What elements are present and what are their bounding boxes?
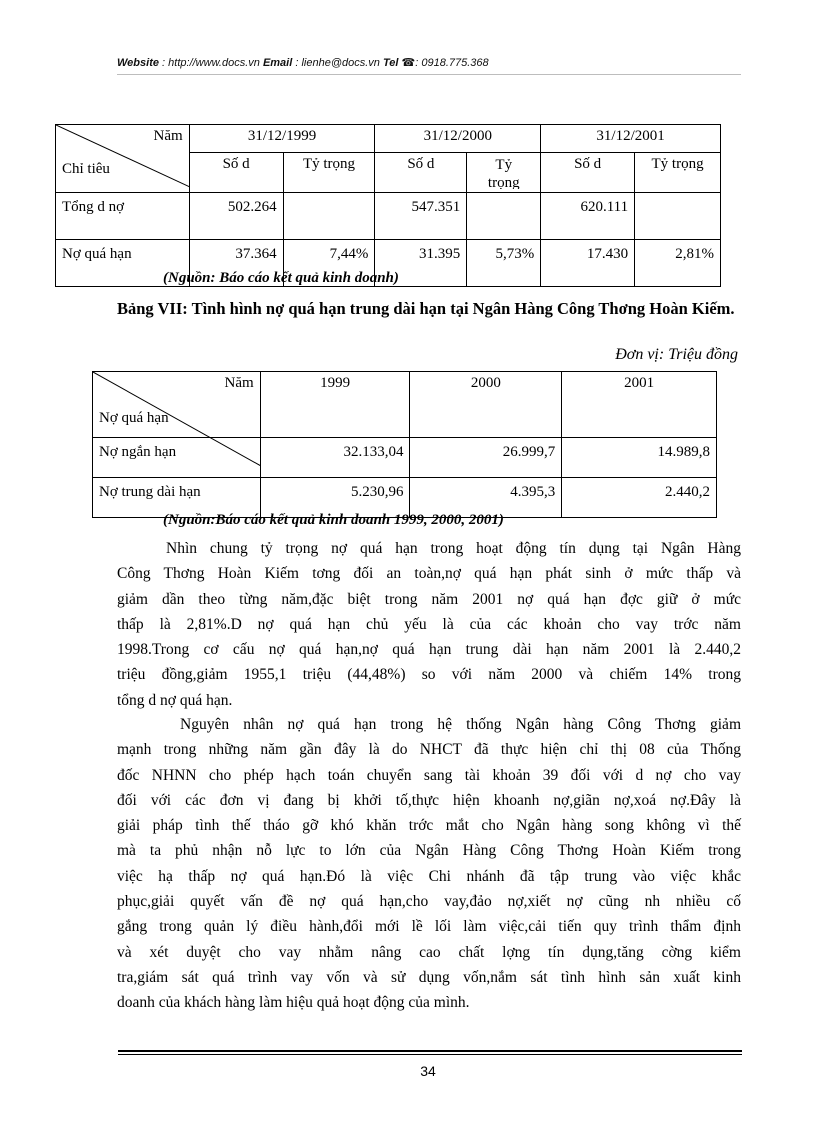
paragraph-1 bbox=[117, 536, 741, 713]
tel-value: : 0918.775.368 bbox=[415, 57, 489, 69]
website-label: Website bbox=[117, 57, 159, 69]
table-cell: 2,81% bbox=[635, 240, 721, 287]
table-cell: 37.364 bbox=[189, 240, 283, 287]
table1-subheader: Số d bbox=[189, 153, 283, 193]
table-cell: 502.264 bbox=[189, 193, 283, 240]
source-note-2: (Nguồn:Báo cáo kết quả kinh doanh 1999, 2000, 2001) bbox=[163, 512, 504, 528]
overdue-debt-table bbox=[55, 124, 721, 287]
page-header bbox=[117, 56, 741, 69]
table-cell: 7,44% bbox=[283, 240, 375, 287]
table-cell: 31.395 bbox=[375, 240, 467, 287]
paragraph-2 bbox=[117, 712, 741, 1016]
row-label: Tổng d nợ bbox=[56, 193, 190, 240]
table-caption: Bảng VII: Tình hình nợ quá hạn trung dài hạn tại Ngân Hàng Công Thơng Hoàn Kiếm. bbox=[117, 299, 735, 318]
paragraph-line: và xét duyệt cho vay nhằm nâng cao chất lợng tín dụng,tăng cờng kiểm bbox=[117, 943, 741, 961]
paragraph-line: tra,giám sát quá trình vay vốn và sử dụng vốn,nắm sát tình hình sản xuất kinh bbox=[117, 968, 741, 986]
row-label: Nợ trung dài hạn bbox=[93, 478, 261, 518]
table1-subheader: Số d bbox=[375, 153, 467, 193]
row-label: Nợ ngắn hạn bbox=[93, 438, 261, 478]
paragraph-line: phục,giải quyết vấn đề nợ quá hạn,cho vay,đảo nợ,xiết nợ cũng nh nhiều cố bbox=[117, 893, 741, 911]
table-row bbox=[56, 193, 721, 240]
table1-year-header: 31/12/1999 bbox=[189, 125, 375, 153]
table2-corner-bottom: Nợ quá hạn bbox=[99, 410, 169, 426]
paragraph-line: thấp là 2,81%.D nợ quá hạn chủ yếu là của các khoản cho vay trớc năm bbox=[117, 615, 741, 633]
paragraph-line: doanh của khách hàng làm hiệu quả hoạt động của mình. bbox=[117, 994, 470, 1012]
email-label: Email bbox=[262, 57, 293, 69]
table-cell: 26.999,7 bbox=[410, 438, 562, 478]
header-rule bbox=[117, 74, 741, 75]
table2-year-header: 1999 bbox=[260, 372, 410, 438]
table2-corner-top: Năm bbox=[224, 375, 254, 391]
paragraph-line: 1998.Trong cơ cấu nợ quá hạn,nợ quá hạn trung dài hạn năm 2001 là 2.440,2 bbox=[117, 641, 741, 659]
paragraph-line: mạnh trong những năm gần đây là do NHCT đã thực hiện chỉ thị 08 của Thống bbox=[117, 741, 741, 759]
paragraph-line: gắng trong quản lý điều hành,đổi mới lề lối làm việc,cải tiến quy trình thẩm định bbox=[117, 918, 741, 936]
table1-subheader bbox=[467, 153, 541, 193]
paragraph-line: việc hạ thấp nợ quá hạn.Đó là việc Chi nhánh đã tập trung vào việc khắc bbox=[117, 867, 741, 885]
table-cell: 620.111 bbox=[541, 193, 635, 240]
table1-subheader: Tỷ trọng bbox=[283, 153, 375, 193]
table1-year-header: 31/12/2001 bbox=[541, 125, 721, 153]
row-label: Nợ quá hạn bbox=[56, 240, 190, 287]
table1-subheader: Số d bbox=[541, 153, 635, 193]
unit-note: Đơn vị: Triệu đồng bbox=[615, 346, 738, 363]
footer-rule bbox=[118, 1054, 742, 1055]
tel-label: Tel bbox=[382, 57, 399, 69]
table-cell bbox=[283, 193, 375, 240]
paragraph-line: giải pháp tình thế tháo gỡ khó khăn trớc mắt cho Ngân hàng song không vì thế bbox=[117, 817, 741, 835]
paragraph-line: triệu đồng,giảm 1955,1 triệu (44,48%) so với năm 2000 và chiếm 14% trong bbox=[117, 666, 741, 684]
table2-year-header: 2001 bbox=[562, 372, 717, 438]
paragraph-line: Nhìn chung tỷ trọng nợ quá hạn trong hoạt động tín dụng tại Ngân Hàng bbox=[166, 540, 741, 557]
table2-year-header: 2000 bbox=[410, 372, 562, 438]
table-cell bbox=[635, 193, 721, 240]
paragraph-line: Công Thơng Hoàn Kiếm tơng đối an toàn,nợ quá hạn phát sinh ở mức thấp và bbox=[117, 565, 741, 583]
table1-corner-top: Năm bbox=[153, 128, 183, 144]
page-number: 34 bbox=[420, 1063, 436, 1079]
paragraph-line: Nguyên nhân nợ quá hạn trong hệ thống Ngân hàng Công Thơng giảm bbox=[180, 716, 741, 733]
table-cell: 32.133,04 bbox=[260, 438, 410, 478]
email-value[interactable]: : lienhe@docs.vn bbox=[295, 57, 380, 69]
website-value[interactable]: : http://www.docs.vn bbox=[162, 57, 260, 69]
paragraph-line: đối với các đơn vị đang bị khởi tố,thực hiện khoanh nợ,giãn nợ,xoá nợ.Đây là bbox=[117, 791, 741, 809]
table1-subheader: Tỷ trọng bbox=[635, 153, 721, 193]
table-cell: 5,73% bbox=[467, 240, 541, 287]
table-cell: 14.989,8 bbox=[562, 438, 717, 478]
table-cell: 2.440,2 bbox=[562, 478, 717, 518]
table-cell: 547.351 bbox=[375, 193, 467, 240]
table-cell: 17.430 bbox=[541, 240, 635, 287]
table1-corner-bottom: Chỉ tiêu bbox=[62, 161, 110, 177]
footer-rule bbox=[118, 1050, 742, 1052]
table1-year-header: 31/12/2000 bbox=[375, 125, 541, 153]
table-cell: 4.395,3 bbox=[410, 478, 562, 518]
table1-subheader-text: Tỷ trọng bbox=[487, 157, 520, 189]
table-cell: 5.230,96 bbox=[260, 478, 410, 518]
telephone-icon: ☎ bbox=[401, 57, 416, 69]
medium-long-term-debt-table bbox=[92, 371, 717, 518]
table1-corner-cell bbox=[56, 125, 190, 193]
table2-corner-cell bbox=[93, 372, 261, 438]
paragraph-line: giảm dần theo từng năm,đặc biệt trong năm 2001 nợ quá hạn đợc giữ ở mức bbox=[117, 590, 741, 608]
paragraph-line: tổng d nợ quá hạn. bbox=[117, 691, 233, 709]
source-note-1: (Nguồn: Báo cáo kết quả kinh doanh) bbox=[163, 270, 399, 286]
paragraph-line: mà ta phủ nhận nỗ lực to lớn của Ngân Hàng Công Thơng Hoàn Kiếm trong bbox=[117, 842, 741, 860]
paragraph-line: đốc NHNN cho phép hạch toán chuyển sang tài khoản 39 đối với d nợ cho vay bbox=[117, 766, 741, 784]
table-cell bbox=[467, 193, 541, 240]
